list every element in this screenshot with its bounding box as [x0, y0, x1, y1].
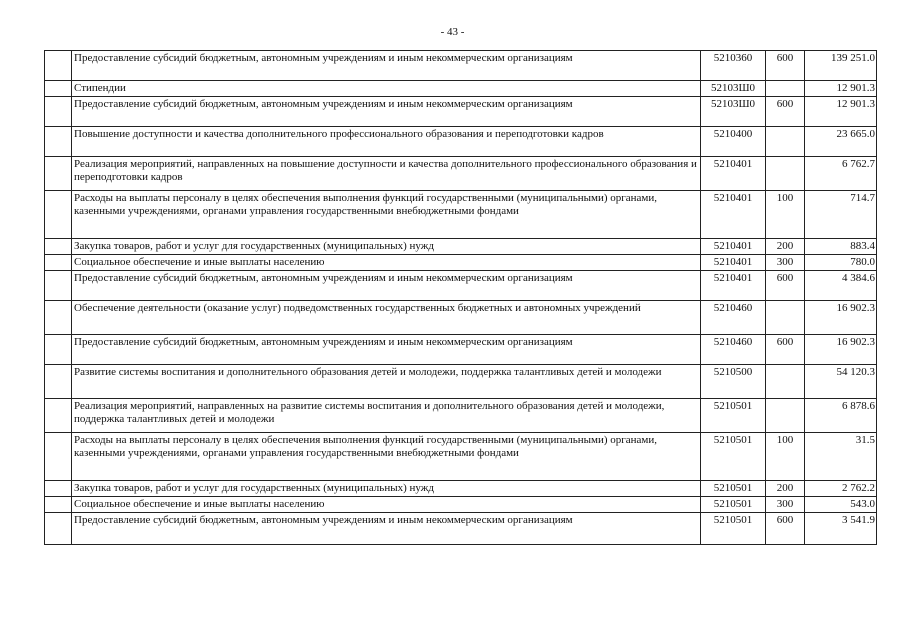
row-name: Реализация мероприятий, направленных на развитие системы воспитания и дополнительного образования детей и молодежи, поддержка талантливых детей и молодежи [72, 399, 701, 433]
row-sum: 12 901.3 [805, 97, 877, 127]
row-name: Предоставление субсидий бюджетным, автономным учреждениям и иным некоммерческим организациям [72, 97, 701, 127]
row-sum: 4 384.6 [805, 271, 877, 301]
row-name: Закупка товаров, работ и услуг для государственных (муниципальных) нужд [72, 239, 701, 255]
table-row [45, 433, 877, 481]
table-row [45, 127, 877, 157]
row-code: 52103Ш0 [701, 81, 766, 97]
row-name: Предоставление субсидий бюджетным, автономным учреждениям и иным некоммерческим организациям [72, 51, 701, 81]
table-row [45, 301, 877, 335]
table-row [45, 481, 877, 497]
row-sum: 6 878.6 [805, 399, 877, 433]
row-code: 5210501 [701, 433, 766, 481]
row-sum: 12 901.3 [805, 81, 877, 97]
row-name: Предоставление субсидий бюджетным, автономным учреждениям и иным некоммерческим организациям [72, 335, 701, 365]
row-expense-type: 600 [766, 271, 805, 301]
row-sum: 139 251.0 [805, 51, 877, 81]
empty-cell [45, 127, 72, 157]
row-sum: 54 120.3 [805, 365, 877, 399]
row-code: 5210501 [701, 399, 766, 433]
table-row [45, 255, 877, 271]
table-row [45, 365, 877, 399]
empty-cell [45, 191, 72, 239]
table-row [45, 51, 877, 81]
empty-cell [45, 81, 72, 97]
row-code: 5210401 [701, 255, 766, 271]
row-expense-type [766, 81, 805, 97]
table-row [45, 81, 877, 97]
row-expense-type: 300 [766, 497, 805, 513]
row-expense-type: 600 [766, 97, 805, 127]
row-name: Реализация мероприятий, направленных на повышение доступности и качества дополнительного профессионального образования и переподготовки кадров [72, 157, 701, 191]
row-name: Развитие системы воспитания и дополнительного образования детей и молодежи, поддержка талантливых детей и молодежи [72, 365, 701, 399]
row-expense-type: 600 [766, 335, 805, 365]
row-sum: 16 902.3 [805, 301, 877, 335]
row-expense-type: 200 [766, 481, 805, 497]
empty-cell [45, 239, 72, 255]
empty-cell [45, 271, 72, 301]
table-row [45, 497, 877, 513]
row-sum: 780.0 [805, 255, 877, 271]
row-name: Предоставление субсидий бюджетным, автономным учреждениям и иным некоммерческим организациям [72, 271, 701, 301]
row-code: 5210401 [701, 191, 766, 239]
row-expense-type [766, 365, 805, 399]
empty-cell [45, 301, 72, 335]
row-expense-type [766, 157, 805, 191]
row-code: 5210501 [701, 513, 766, 545]
row-code: 5210400 [701, 127, 766, 157]
table-row [45, 513, 877, 545]
empty-cell [45, 157, 72, 191]
row-code: 52103Ш0 [701, 97, 766, 127]
row-sum: 16 902.3 [805, 335, 877, 365]
row-sum: 31.5 [805, 433, 877, 481]
row-sum: 714.7 [805, 191, 877, 239]
row-expense-type [766, 301, 805, 335]
table-row [45, 157, 877, 191]
row-name: Предоставление субсидий бюджетным, автономным учреждениям и иным некоммерческим организациям [72, 513, 701, 545]
row-code: 5210460 [701, 335, 766, 365]
row-sum: 23 665.0 [805, 127, 877, 157]
row-sum: 543.0 [805, 497, 877, 513]
row-sum: 6 762.7 [805, 157, 877, 191]
row-sum: 883.4 [805, 239, 877, 255]
row-code: 5210501 [701, 481, 766, 497]
empty-cell [45, 51, 72, 81]
empty-cell [45, 481, 72, 497]
row-name: Стипендии [72, 81, 701, 97]
empty-cell [45, 335, 72, 365]
empty-cell [45, 399, 72, 433]
table-row [45, 399, 877, 433]
row-code: 5210460 [701, 301, 766, 335]
row-code: 5210401 [701, 157, 766, 191]
row-name: Расходы на выплаты персоналу в целях обеспечения выполнения функций государственными (муниципальными) органами, казенными учреждениями, органами управления государственными внебюджетными фондами [72, 191, 701, 239]
row-code: 5210501 [701, 497, 766, 513]
row-code: 5210360 [701, 51, 766, 81]
budget-table [44, 50, 877, 545]
empty-cell [45, 255, 72, 271]
row-name: Социальное обеспечение и иные выплаты населению [72, 255, 701, 271]
row-code: 5210401 [701, 239, 766, 255]
row-expense-type [766, 127, 805, 157]
page-number: - 43 - [440, 26, 465, 38]
row-name: Расходы на выплаты персоналу в целях обеспечения выполнения функций государственными (муниципальными) органами, казенными учреждениями, органами управления государственными внебюджетными фондами [72, 433, 701, 481]
row-expense-type [766, 399, 805, 433]
empty-cell [45, 433, 72, 481]
empty-cell [45, 97, 72, 127]
table-row [45, 335, 877, 365]
table-row [45, 97, 877, 127]
row-sum: 2 762.2 [805, 481, 877, 497]
row-expense-type: 600 [766, 513, 805, 545]
row-name: Социальное обеспечение и иные выплаты населению [72, 497, 701, 513]
row-expense-type: 100 [766, 433, 805, 481]
row-name: Обеспечение деятельности (оказание услуг) подведомственных государственных бюджетных и автономных учреждений [72, 301, 701, 335]
row-code: 5210500 [701, 365, 766, 399]
empty-cell [45, 513, 72, 545]
row-expense-type: 600 [766, 51, 805, 81]
table-row [45, 271, 877, 301]
row-code: 5210401 [701, 271, 766, 301]
empty-cell [45, 497, 72, 513]
table-row [45, 191, 877, 239]
row-expense-type: 100 [766, 191, 805, 239]
row-expense-type: 300 [766, 255, 805, 271]
row-sum: 3 541.9 [805, 513, 877, 545]
table-row [45, 239, 877, 255]
row-expense-type: 200 [766, 239, 805, 255]
empty-cell [45, 365, 72, 399]
row-name: Повышение доступности и качества дополнительного профессионального образования и переподготовки кадров [72, 127, 701, 157]
row-name: Закупка товаров, работ и услуг для государственных (муниципальных) нужд [72, 481, 701, 497]
